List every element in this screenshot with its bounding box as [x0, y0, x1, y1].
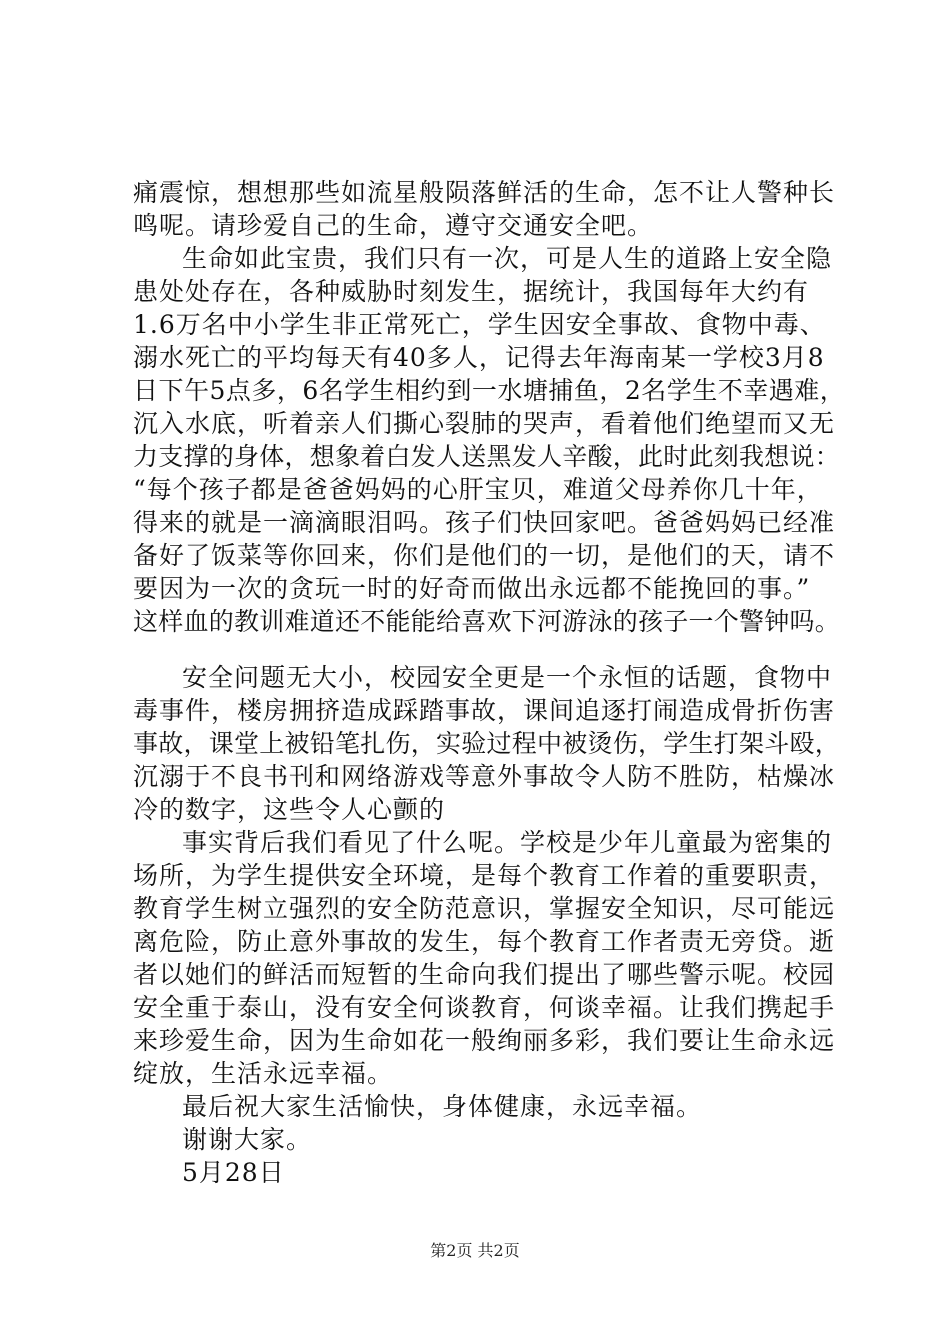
thanks-line: 谢谢大家。 [182, 1125, 313, 1154]
text-line: 来珍爱生命，因为生命如花一般绚丽多彩，我们要让生命永远 [133, 1026, 836, 1055]
text-line: 离危险，防止意外事故的发生，每个教育工作者责无旁贷。逝 [133, 927, 836, 956]
text-line: 1.6万名中小学生非正常死亡，学生因安全事故、食物中毒、 [133, 310, 826, 339]
text-line: 绽放，生活永远幸福。 [133, 1059, 394, 1088]
text-line: 溺水死亡的平均每天有40多人，记得去年海南某一学校3月8 [133, 343, 825, 372]
paragraph-start-line: 事实背后我们看见了什么呢。学校是少年儿童最为密集的 [182, 828, 833, 857]
text-line: 患处处存在，各种威胁时刻发生，据统计，我国每年大约有 [133, 277, 810, 306]
paragraph-start-line: 安全问题无大小，校园安全更是一个永恒的话题，食物中 [182, 663, 833, 692]
text-line: 安全重于泰山，没有安全何谈教育，何谈幸福。让我们携起手 [133, 993, 836, 1022]
text-line: 教育学生树立强烈的安全防范意识，掌握安全知识，尽可能远 [133, 894, 836, 923]
text-line: 得来的就是一滴滴眼泪吗。孩子们快回家吧。爸爸妈妈已经准 [133, 508, 836, 537]
text-line: “每个孩子都是爸爸妈妈的心肝宝贝，难道父母养你几十年， [133, 475, 823, 504]
text-line: 毒事件，楼房拥挤造成踩踏事故，课间追逐打闹造成骨折伤害 [133, 696, 836, 725]
text-line: 沉溺于不良书刊和网络游戏等意外事故令人防不胜防，枯燥冰 [133, 762, 836, 791]
text-line: 事故，课堂上被铅笔扎伤，实验过程中被烫伤，学生打架斗殴， [133, 729, 841, 758]
text-line: 这样血的教训难道还不能能给喜欢下河游泳的孩子一个警钟吗。 [133, 607, 841, 636]
date-line: 5月28日 [182, 1158, 285, 1187]
text-line: 者以她们的鲜活而短暂的生命向我们提出了哪些警示呢。校园 [133, 960, 836, 989]
paragraph-start-line: 生命如此宝贵，我们只有一次，可是人生的道路上安全隐 [182, 244, 833, 273]
text-line: 鸣呢。请珍爱自己的生命，遵守交通安全吧。 [133, 211, 654, 240]
text-line: 冷的数字，这些令人心颤的 [133, 795, 446, 824]
text-line: 痛震惊，想想那些如流星般陨落鲜活的生命，怎不让人警种长 [133, 178, 836, 207]
text-line: 日下午5点多，6名学生相约到一水塘捕鱼，2名学生不幸遇难， [133, 376, 846, 405]
text-line: 力支撑的身体，想象着白发人送黑发人辛酸，此时此刻我想说： [133, 442, 841, 471]
text-line: 场所，为学生提供安全环境，是每个教育工作着的重要职责， [133, 861, 836, 890]
text-line: 要因为一次的贪玩一时的好奇而做出永远都不能挽回的事。” [133, 574, 811, 603]
text-line: 备好了饭菜等你回来，你们是他们的一切，是他们的天，请不 [133, 541, 836, 570]
page-footer: 第2页 共2页 [430, 1241, 520, 1260]
text-line: 沉入水底，听着亲人们撕心裂肺的哭声，看着他们绝望而又无 [133, 409, 836, 438]
closing-wish-line: 最后祝大家生活愉快，身体健康，永远幸福。 [182, 1092, 703, 1121]
